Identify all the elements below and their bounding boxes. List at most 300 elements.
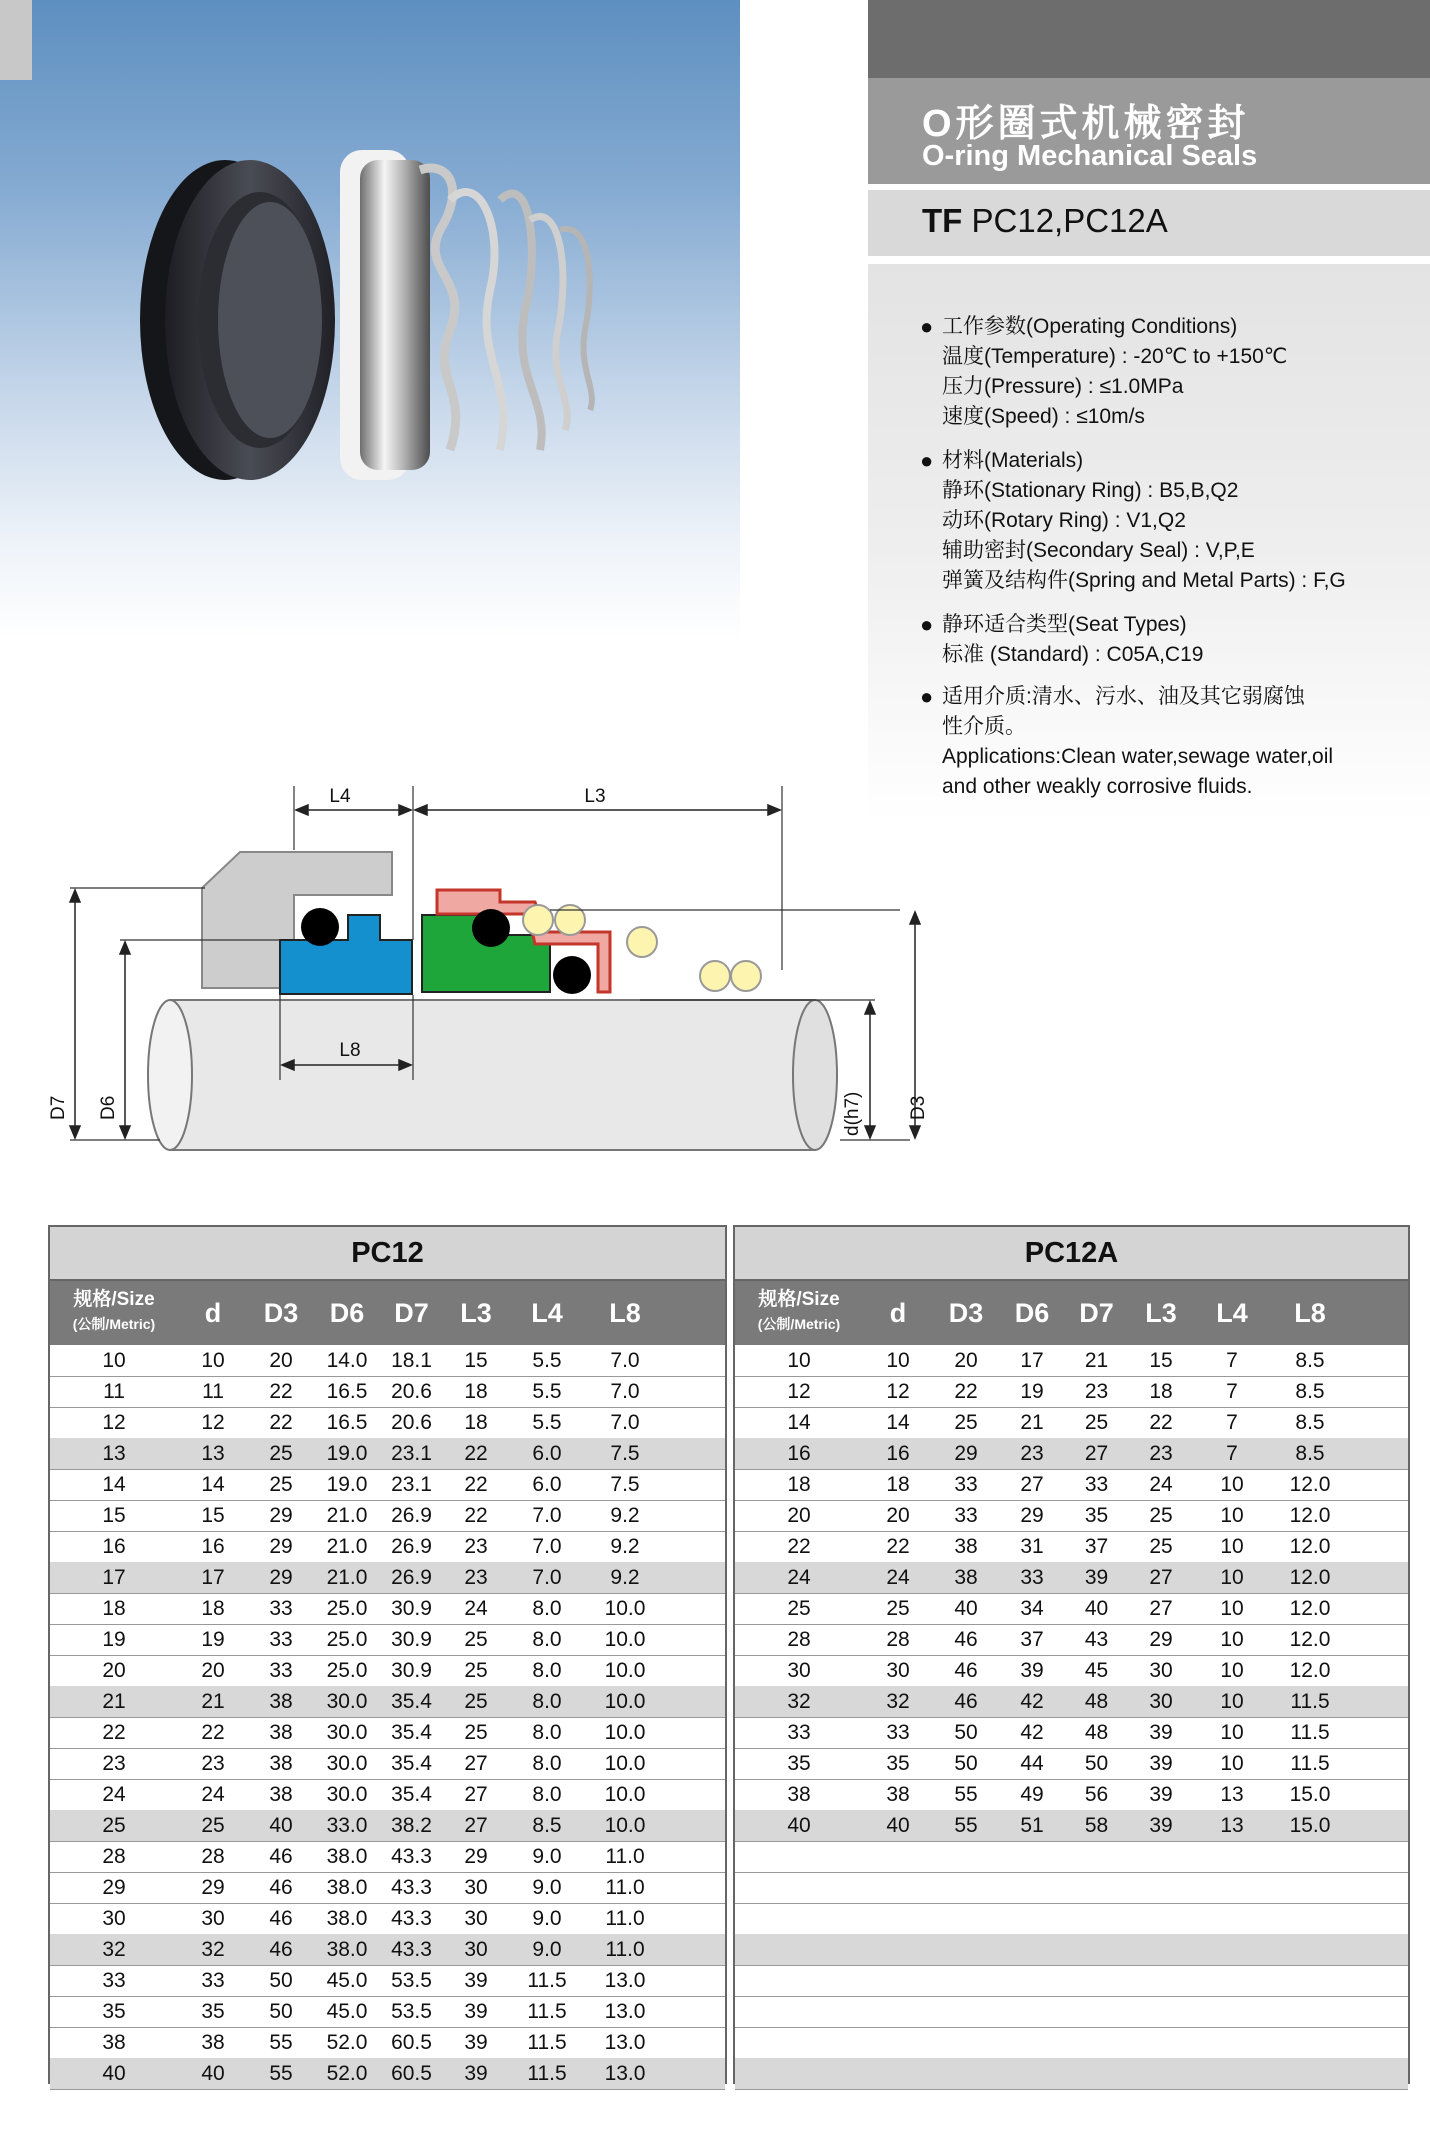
table-cell: 16.5	[326, 1411, 368, 1434]
spec-operating-conditions	[920, 312, 1287, 432]
table-row	[50, 1748, 725, 1780]
table-row	[50, 1810, 725, 1842]
table-cell: 31	[1020, 1535, 1044, 1558]
table-cell: 50	[954, 1752, 978, 1775]
table-cell: 50	[269, 2000, 293, 2023]
table-cell: 35.4	[391, 1721, 432, 1744]
table-cell: 45.0	[326, 1969, 368, 1992]
table-cell: 45	[1084, 1659, 1109, 1682]
table-cell: 10	[102, 1349, 126, 1372]
table-cell: 24	[886, 1566, 910, 1589]
table-row	[50, 1686, 725, 1718]
table-cell: 9.2	[610, 1566, 640, 1589]
corner-band	[0, 0, 32, 80]
header-l3: L3	[460, 1298, 492, 1328]
table-cell: 38.0	[326, 1938, 368, 1961]
table-cell: 10.0	[604, 1628, 646, 1651]
table-cell: 32	[102, 1938, 126, 1961]
table-cell: 43.3	[391, 1938, 432, 1961]
table-cell: 50	[269, 1969, 293, 1992]
table-cell: 39	[464, 2031, 488, 2054]
table-cell: 20.6	[391, 1411, 432, 1434]
table-cell: 23	[1020, 1442, 1044, 1465]
table-cell: 32	[201, 1938, 225, 1961]
table-cell: 50	[954, 1721, 978, 1744]
header-d: d	[889, 1298, 907, 1328]
table-cell: 22	[269, 1380, 293, 1403]
table-cell: 7	[1226, 1349, 1238, 1372]
table-cell: 29	[1020, 1504, 1044, 1527]
table-cell: 9.2	[610, 1535, 640, 1558]
table-cell: 43.3	[391, 1907, 432, 1930]
table-cell: 49	[1020, 1783, 1044, 1806]
table-cell: 30	[886, 1659, 910, 1682]
table-cell: 39	[1149, 1814, 1173, 1837]
header-size-label: 规格/Size	[758, 1289, 840, 1310]
table-cell: 10.0	[604, 1721, 646, 1744]
table-cell: 10.0	[604, 1752, 646, 1775]
table-row	[735, 1500, 1408, 1532]
table-cell: 33	[886, 1721, 910, 1744]
table-cell: 15.0	[1289, 1783, 1331, 1806]
dim-label-d7: D7	[48, 1095, 69, 1120]
table-cell: 27	[1084, 1442, 1109, 1465]
table-cell: 33	[269, 1659, 293, 1682]
table-cell: 5.5	[532, 1411, 562, 1434]
table-cell: 8.0	[532, 1690, 562, 1713]
table-cell: 25	[1149, 1504, 1173, 1527]
table-cell: 35.4	[391, 1752, 432, 1775]
table-cell: 26.9	[391, 1504, 432, 1527]
table-cell: 35	[787, 1752, 811, 1775]
table-cell: 30.0	[326, 1783, 368, 1806]
title-chinese: O形圈式机械密封	[922, 103, 1250, 145]
table-cell: 19	[1020, 1380, 1044, 1403]
o-ring-shaft	[553, 956, 591, 994]
spec-materials	[920, 446, 1346, 596]
table-row	[735, 1624, 1408, 1656]
table-cell: 29	[201, 1876, 225, 1899]
model-name	[922, 202, 1168, 240]
table-cell: 30	[464, 1876, 488, 1899]
table-cell: 18	[787, 1473, 811, 1496]
table-cell: 22	[464, 1504, 488, 1527]
table-header-row	[735, 1281, 1408, 1345]
table-cell: 26.9	[391, 1535, 432, 1558]
table-cell: 55	[269, 2031, 293, 2054]
table-cell: 12.0	[1289, 1597, 1331, 1620]
table-cell: 46	[269, 1907, 293, 1930]
table-cell: 10	[1220, 1628, 1244, 1651]
table-cell: 25	[1084, 1411, 1109, 1434]
table-row	[735, 1531, 1408, 1563]
table-row	[735, 1748, 1408, 1780]
table-cell: 27	[464, 1752, 488, 1775]
table-cell: 33	[201, 1969, 225, 1992]
spec-applications	[920, 682, 1333, 802]
table-cell: 46	[954, 1628, 978, 1651]
spec-line: and other weakly corrosive fluids.	[942, 775, 1253, 798]
dim-label-l3: L3	[584, 786, 606, 807]
table-cell: 7.0	[610, 1411, 640, 1434]
table-cell: 33	[787, 1721, 811, 1744]
table-cell: 25	[464, 1628, 488, 1651]
table-cell: 25	[954, 1411, 978, 1434]
table-cell: 12.0	[1289, 1659, 1331, 1682]
table-cell: 39	[464, 2000, 488, 2023]
spec-line: 性介质。	[942, 715, 1026, 738]
table-cell: 35	[1084, 1504, 1109, 1527]
table-cell: 48	[1084, 1690, 1109, 1713]
header-l8: L8	[609, 1298, 641, 1328]
table-cell: 42	[1020, 1721, 1044, 1744]
o-ring-face	[472, 909, 510, 947]
table-cell: 13.0	[604, 2031, 646, 2054]
table-cell: 11.5	[527, 2031, 567, 2054]
header-d6: D6	[329, 1298, 365, 1328]
table-cell: 53.5	[391, 2000, 432, 2023]
table-cell: 7.0	[610, 1349, 640, 1372]
table-cell: 8.0	[532, 1721, 562, 1744]
table-cell: 20	[954, 1349, 978, 1372]
table-cell: 38	[201, 2031, 225, 2054]
table-cell: 22	[464, 1473, 488, 1496]
table-cell: 9.0	[532, 1845, 562, 1868]
spec-line: 温度(Temperature) : -20℃ to +150℃	[942, 345, 1288, 368]
table-cell: 24	[464, 1597, 488, 1620]
table-cell: 40	[269, 1814, 293, 1837]
table-cell: 15	[201, 1504, 225, 1527]
table-cell: 20	[102, 1659, 126, 1682]
table-cell: 16.5	[326, 1380, 368, 1403]
table-cell: 20	[269, 1349, 293, 1372]
header-size-label: 规格/Size	[73, 1289, 155, 1310]
table-cell: 38.2	[391, 1814, 432, 1837]
table-cell: 30.0	[326, 1690, 368, 1713]
table-cell: 53.5	[391, 1969, 432, 1992]
table-cell: 42	[1020, 1690, 1044, 1713]
table-cell: 29	[269, 1504, 293, 1527]
table-row	[50, 1593, 725, 1625]
table-cell: 19.0	[326, 1442, 368, 1465]
table-cell: 10.0	[604, 1597, 646, 1620]
table-pc12a	[733, 1225, 1410, 2084]
table-cell: 8.5	[1295, 1380, 1325, 1403]
header-d3: D3	[263, 1298, 299, 1328]
table-cell: 12.0	[1289, 1504, 1331, 1527]
table-cell: 16	[787, 1442, 811, 1465]
table-row-empty	[735, 1903, 1408, 1935]
table-row	[735, 1407, 1408, 1439]
table-cell: 23.1	[391, 1473, 432, 1496]
table-cell: 25	[464, 1721, 488, 1744]
table-cell: 24	[102, 1783, 126, 1806]
table-cell: 19	[201, 1628, 225, 1651]
table-cell: 32	[787, 1690, 811, 1713]
table-cell: 58	[1084, 1814, 1109, 1837]
table-cell: 30	[201, 1907, 225, 1930]
header-l8: L8	[1294, 1298, 1326, 1328]
bullet-icon: ●	[920, 612, 934, 637]
bullet-icon: ●	[920, 314, 934, 339]
table-cell: 25	[886, 1597, 910, 1620]
table-cell: 27	[1149, 1597, 1173, 1620]
bullet-icon: ●	[920, 448, 934, 473]
table-cell: 11.0	[605, 1938, 645, 1961]
table-cell: 22	[954, 1380, 978, 1403]
table-cell: 7.0	[532, 1535, 562, 1558]
table-cell: 8.5	[1295, 1411, 1325, 1434]
table-cell: 39	[464, 1969, 488, 1992]
table-row-empty	[735, 1934, 1408, 1966]
table-cell: 16	[201, 1535, 225, 1558]
table-cell: 46	[954, 1659, 978, 1682]
table-row	[50, 1934, 725, 1966]
table-cell: 9.2	[610, 1504, 640, 1527]
table-cell: 5.5	[532, 1380, 562, 1403]
stationary-seat	[280, 915, 412, 994]
table-cell: 11.5	[527, 2000, 567, 2023]
table-cell: 35.4	[391, 1783, 432, 1806]
table-cell: 16	[886, 1442, 910, 1465]
table-cell: 45.0	[326, 2000, 368, 2023]
header-d3: D3	[948, 1298, 984, 1328]
table-cell: 38.0	[326, 1845, 368, 1868]
table-cell: 33	[1084, 1473, 1109, 1496]
table-cell: 22	[787, 1535, 811, 1558]
table-cell: 55	[269, 2062, 293, 2085]
table-cell: 23.1	[391, 1442, 432, 1465]
table-cell: 38.0	[326, 1907, 368, 1930]
table-cell: 37	[1020, 1628, 1044, 1651]
table-cell: 17	[102, 1566, 126, 1589]
table-cell: 38	[269, 1783, 293, 1806]
table-cell: 11.5	[1290, 1721, 1330, 1744]
table-cell: 11.5	[527, 1969, 567, 1992]
table-cell: 22	[269, 1411, 293, 1434]
table-cell: 21	[1084, 1349, 1109, 1372]
table-cell: 18	[201, 1597, 225, 1620]
table-cell: 40	[201, 2062, 225, 2085]
table-cell: 27	[1020, 1473, 1044, 1496]
table-cell: 30	[464, 1907, 488, 1930]
table-cell: 25	[1149, 1535, 1173, 1558]
table-cell: 11.0	[605, 1876, 645, 1899]
table-cell: 11.0	[605, 1907, 645, 1930]
table-cell: 18.1	[391, 1349, 432, 1372]
table-cell: 55	[954, 1783, 978, 1806]
table-row	[50, 1717, 725, 1749]
table-cell: 30.9	[391, 1628, 432, 1651]
table-row	[50, 1345, 725, 1377]
table-cell: 28	[886, 1628, 910, 1651]
header-d: d	[204, 1298, 222, 1328]
table-cell: 10	[787, 1349, 811, 1372]
header-d6: D6	[1014, 1298, 1050, 1328]
dim-label-l8: L8	[339, 1040, 361, 1061]
table-cell: 30	[1149, 1659, 1173, 1682]
table-cell: 38	[102, 2031, 126, 2054]
table-row	[50, 1903, 725, 1935]
table-cell: 28	[102, 1845, 126, 1868]
table-cell: 10.0	[604, 1659, 646, 1682]
table-cell: 35.4	[391, 1690, 432, 1713]
table-cell: 48	[1084, 1721, 1109, 1744]
table-cell: 18	[886, 1473, 910, 1496]
table-row	[50, 2058, 725, 2090]
table-cell: 11	[103, 1380, 125, 1403]
table-row	[735, 1779, 1408, 1811]
dim-label-d6: D6	[98, 1095, 119, 1120]
table-cell: 14	[886, 1411, 910, 1434]
table-cell: 12.0	[1289, 1473, 1331, 1496]
header-l3: L3	[1145, 1298, 1177, 1328]
table-row	[50, 1438, 725, 1470]
table-cell: 13.0	[604, 2000, 646, 2023]
header-size	[50, 1287, 178, 1343]
header-d7: D7	[394, 1298, 429, 1328]
table-cell: 25.0	[326, 1628, 368, 1651]
table-cell: 23	[464, 1566, 488, 1589]
table-row	[50, 1841, 725, 1873]
spec-line: 静环(Stationary Ring) : B5,B,Q2	[942, 479, 1239, 502]
bullet-icon: ●	[920, 684, 934, 709]
table-row	[735, 1593, 1408, 1625]
table-cell: 30	[464, 1938, 488, 1961]
table-cell: 10.0	[604, 1814, 646, 1837]
table-cell: 14	[201, 1473, 225, 1496]
table-cell: 32	[886, 1690, 910, 1713]
table-cell: 27	[1149, 1566, 1173, 1589]
table-cell: 30	[1149, 1690, 1173, 1713]
table-cell: 21.0	[326, 1566, 368, 1589]
table-row	[735, 1376, 1408, 1408]
table-cell: 12.0	[1289, 1566, 1331, 1589]
table-cell: 8.0	[532, 1597, 562, 1620]
table-cell: 30.9	[391, 1597, 432, 1620]
o-ring-seat	[301, 908, 339, 946]
header-size	[735, 1287, 863, 1343]
table-cell: 10	[1220, 1721, 1244, 1744]
table-cell: 23	[464, 1535, 488, 1558]
table-cell: 15.0	[1289, 1814, 1331, 1837]
table-cell: 52.0	[326, 2062, 368, 2085]
table-cell: 25.0	[326, 1659, 368, 1682]
table-cell: 30.0	[326, 1721, 368, 1744]
table-cell: 35	[886, 1752, 910, 1775]
table-cell: 19	[102, 1628, 126, 1651]
table-cell: 25	[102, 1814, 126, 1837]
table-cell: 8.5	[1295, 1442, 1325, 1465]
table-row	[50, 1779, 725, 1811]
header-bar	[868, 0, 1430, 78]
table-cell: 15	[1149, 1349, 1173, 1372]
table-title: PC12A	[735, 1227, 1408, 1281]
table-cell: 12	[201, 1411, 225, 1434]
table-cell: 23	[1149, 1442, 1173, 1465]
table-cell: 40	[102, 2062, 126, 2085]
table-cell: 23	[201, 1752, 225, 1775]
table-cell: 38	[954, 1566, 978, 1589]
table-cell: 13.0	[604, 2062, 646, 2085]
table-cell: 46	[269, 1876, 293, 1899]
table-cell: 34	[1020, 1597, 1044, 1620]
table-cell: 40	[886, 1814, 910, 1837]
table-cell: 13	[201, 1442, 225, 1465]
table-row	[50, 1407, 725, 1439]
table-cell: 22	[102, 1721, 126, 1744]
table-cell: 11.5	[1290, 1690, 1330, 1713]
table-cell: 8.0	[532, 1659, 562, 1682]
header-l4: L4	[1216, 1298, 1248, 1328]
model-list: PC12,PC12A	[962, 202, 1168, 239]
table-cell: 44	[1020, 1752, 1044, 1775]
table-row	[50, 2027, 725, 2059]
table-row	[50, 1965, 725, 1997]
spec-line: Applications:Clean water,sewage water,oil	[942, 745, 1334, 768]
table-cell: 9.0	[532, 1876, 562, 1899]
table-cell: 29	[269, 1535, 293, 1558]
table-row-empty	[735, 2027, 1408, 2059]
table-cell: 43.3	[391, 1876, 432, 1899]
table-cell: 35	[201, 2000, 225, 2023]
table-cell: 38	[269, 1721, 293, 1744]
table-cell: 6.0	[532, 1442, 562, 1465]
table-cell: 43	[1084, 1628, 1109, 1651]
table-cell: 8.5	[532, 1814, 562, 1837]
table-cell: 39	[464, 2062, 488, 2085]
table-cell: 39	[1084, 1566, 1109, 1589]
table-cell: 20	[787, 1504, 811, 1527]
table-cell: 38	[269, 1690, 293, 1713]
table-cell: 38	[269, 1752, 293, 1775]
table-cell: 10	[1220, 1659, 1244, 1682]
table-cell: 38	[886, 1783, 910, 1806]
table-cell: 10	[1220, 1473, 1244, 1496]
table-cell: 29	[464, 1845, 488, 1868]
table-cell: 11.5	[527, 2062, 567, 2085]
table-cell: 51	[1020, 1814, 1044, 1837]
table-cell: 25	[787, 1597, 811, 1620]
dim-label-d: d(h7)	[842, 1091, 863, 1136]
table-cell: 9.0	[532, 1907, 562, 1930]
table-cell: 10	[1220, 1690, 1244, 1713]
table-cell: 21	[1020, 1411, 1044, 1434]
table-cell: 38	[787, 1783, 811, 1806]
spec-seat-types	[920, 610, 1203, 670]
table-cell: 46	[954, 1690, 978, 1713]
table-cell: 40	[787, 1814, 811, 1837]
table-cell: 7.5	[610, 1473, 640, 1496]
table-cell: 39	[1149, 1752, 1173, 1775]
table-cell: 12.0	[1289, 1535, 1331, 1558]
table-cell: 17	[1020, 1349, 1044, 1372]
table-cell: 12.0	[1289, 1628, 1331, 1651]
spec-line: 标准 (Standard) : C05A,C19	[942, 643, 1204, 666]
table-cell: 35	[102, 2000, 126, 2023]
table-cell: 21	[102, 1690, 126, 1713]
table-cell: 13	[1220, 1814, 1244, 1837]
table-row-empty	[735, 1965, 1408, 1997]
table-row	[735, 1469, 1408, 1501]
table-cell: 13.0	[604, 1969, 646, 1992]
table-cell: 56	[1084, 1783, 1109, 1806]
spec-heading: 适用介质:清水、污水、油及其它弱腐蚀	[942, 685, 1305, 708]
table-cell: 17	[201, 1566, 225, 1589]
table-row	[50, 1562, 725, 1594]
table-cell: 14.0	[326, 1349, 368, 1372]
table-cell: 15	[464, 1349, 488, 1372]
